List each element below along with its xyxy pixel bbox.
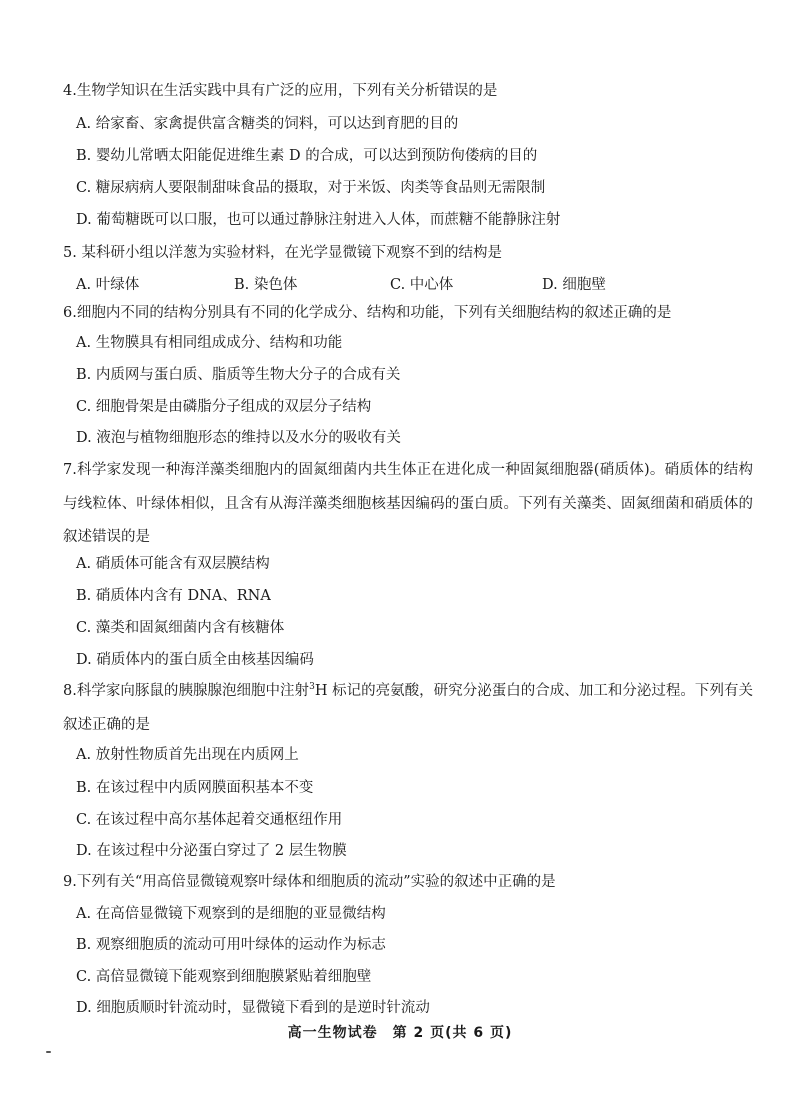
question-8-stem-part-2: H 标记的亮氨酸，研究分泌蛋白的合成、加工和分泌过程。下列有关叙述正确的是 [63, 683, 753, 733]
question-5-option-d: D. 细胞壁 [542, 277, 606, 293]
question-8-stem [63, 675, 753, 742]
question-6-option-c: C. 细胞骨架是由磷脂分子组成的双层分子结构 [76, 399, 372, 415]
scan-speck [46, 1051, 51, 1053]
question-8-superscript: 3 [309, 682, 315, 693]
question-4-option-a: A. 给家畜、家禽提供富含糖类的饲料，可以达到育肥的目的 [76, 116, 459, 132]
question-6-option-b: B. 内质网与蛋白质、脂质等生物大分子的合成有关 [76, 367, 401, 383]
question-9-option-d: D. 细胞质顺时针流动时，显微镜下看到的是逆时针流动 [76, 1000, 430, 1016]
question-4-option-b: B. 婴幼儿常晒太阳能促进维生素 D 的合成，可以达到预防佝偻病的目的 [76, 148, 538, 164]
question-7-option-a: A. 硝质体可能含有双层膜结构 [76, 556, 270, 572]
question-9-option-a: A. 在高倍显微镜下观察到的是细胞的亚显微结构 [76, 906, 386, 922]
question-6-option-d: D. 液泡与植物细胞形态的维持以及水分的吸收有关 [76, 430, 401, 446]
question-9-stem: 9.下列有关“用高倍显微镜观察叶绿体和细胞质的流动”实验的叙述中正确的是 [63, 874, 556, 890]
question-7-option-d: D. 硝质体内的蛋白质全由核基因编码 [76, 652, 314, 668]
question-7-option-b: B. 硝质体内含有 DNA、RNA [76, 588, 271, 604]
question-7-stem: 7.科学家发现一种海洋藻类细胞内的固氮细菌内共生体正在进化成一种固氮细胞器(硝质体)。硝质体的结构与线粒体、叶绿体相似，且含有从海洋藻类细胞核基因编码的蛋白质。下列有关藻类、固氮细菌和硝质体的叙述错误的是 [63, 462, 753, 546]
question-5-option-a: A. 叶绿体 [76, 277, 140, 293]
question-5-option-b: B. 染色体 [234, 277, 298, 293]
question-7-option-c: C. 藻类和固氮细菌内含有核糖体 [76, 620, 285, 636]
question-8-option-a: A. 放射性物质首先出现在内质网上 [76, 747, 299, 763]
question-6-option-a: A. 生物膜具有相同组成成分、结构和功能 [76, 335, 343, 351]
question-6-stem: 6.细胞内不同的结构分别具有不同的化学成分、结构和功能，下列有关细胞结构的叙述正确的是 [63, 305, 672, 321]
question-8-option-d: D. 在该过程中分泌蛋白穿过了 2 层生物膜 [76, 843, 347, 859]
page-footer: 高一生物试卷 第 2 页(共 6 页) [287, 1025, 513, 1041]
question-4-option-d: D. 葡萄糖既可以口服，也可以通过静脉注射进入人体，而蔗糖不能静脉注射 [76, 212, 561, 228]
question-5-option-c: C. 中心体 [390, 277, 454, 293]
question-5-stem: 5. 某科研小组以洋葱为实验材料，在光学显微镜下观察不到的结构是 [63, 245, 502, 261]
question-9-option-b: B. 观察细胞质的流动可用叶绿体的运动作为标志 [76, 937, 386, 953]
question-4-stem: 4.生物学知识在生活实践中具有广泛的应用，下列有关分析错误的是 [63, 83, 498, 99]
question-8-option-c: C. 在该过程中高尔基体起着交通枢纽作用 [76, 812, 343, 828]
question-8-option-b: B. 在该过程中内质网膜面积基本不变 [76, 780, 314, 796]
question-8-stem-part-1: 8.科学家向豚鼠的胰腺腺泡细胞中注射 [63, 683, 310, 699]
question-4-option-c: C. 糖尿病病人要限制甜味食品的摄取，对于米饭、肉类等食品则无需限制 [76, 180, 546, 196]
question-9-option-c: C. 高倍显微镜下能观察到细胞膜紧贴着细胞壁 [76, 969, 372, 985]
